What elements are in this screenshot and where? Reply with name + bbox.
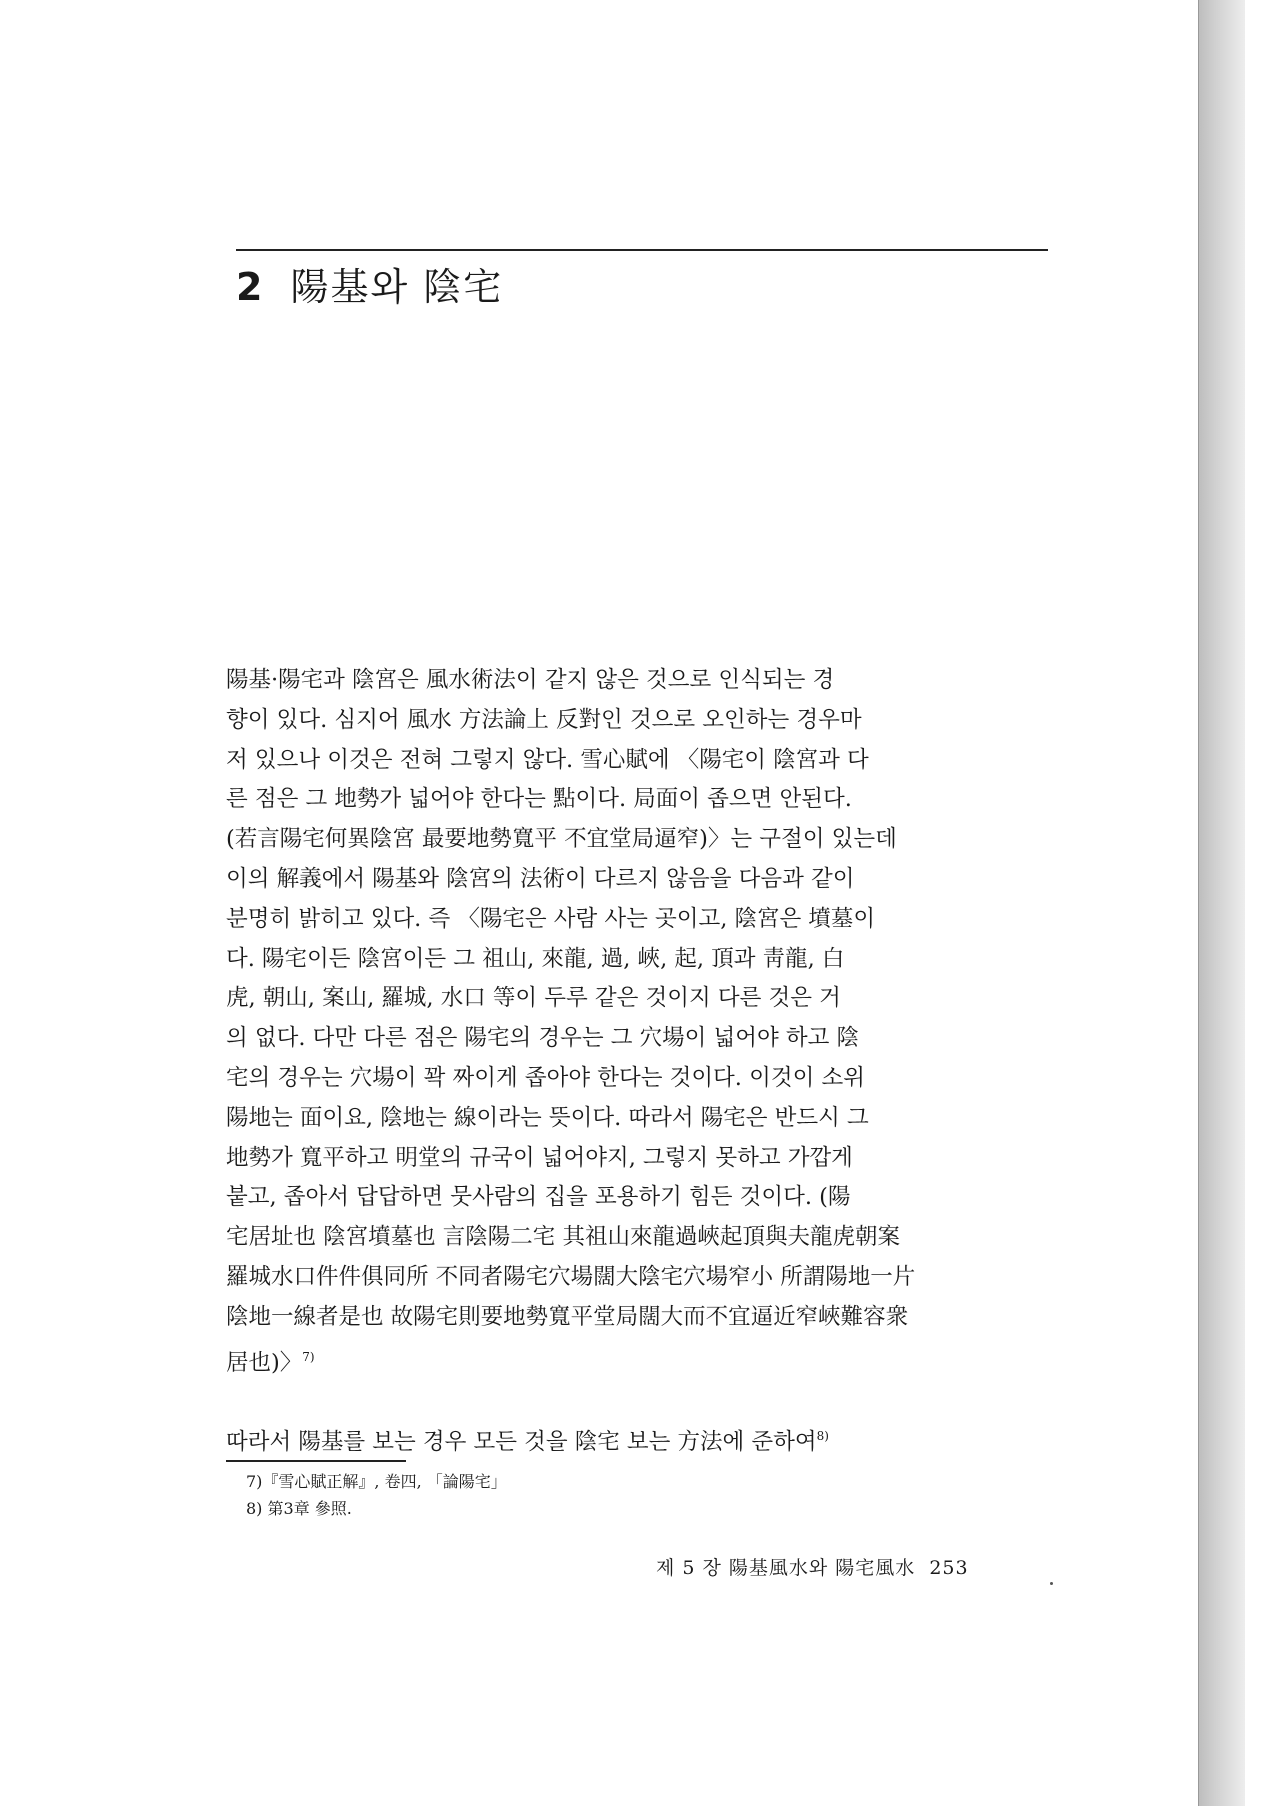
body-paragraph bbox=[226, 661, 1046, 1383]
section-heading bbox=[236, 256, 503, 311]
continued-paragraph-text: 따라서 陽基를 보는 경우 모든 것을 陰宅 보는 方法에 준하여 bbox=[226, 1429, 817, 1455]
footnote-item: 8) 第3章 參照. bbox=[246, 1499, 352, 1518]
section-title: 陽基와 陰宅 bbox=[290, 265, 504, 309]
page-edge-shadow bbox=[1195, 0, 1245, 1806]
footnote-list bbox=[246, 1468, 507, 1522]
footer-chapter-title: 제 5 장 陽基風水와 陽宅風水 bbox=[656, 1557, 916, 1579]
footnote-ref-7: 7) bbox=[302, 1349, 315, 1364]
running-footer bbox=[656, 1553, 969, 1580]
continued-paragraph bbox=[226, 1417, 1046, 1463]
footnote-item: 7)『雪心賦正解』, 卷四, 「論陽宅」 bbox=[246, 1472, 507, 1491]
body-paragraph-text: 陽基·陽宅과 陰宮은 風水術法이 같지 않은 것으로 인식되는 경 향이 있다. 심지어 風水 方法論上 反對인 것으로 오인하는 경우마 저 있으나 이것은 전혀 그렇지 않다. 雪心賦에 〈陽宅이 陰宮과 다 른 점은 그 地勢가 넓어야 한다는 點이다. 局面이 좁으면 안된다. (若言陽宅何異陰宮 最要地勢寬平 不宜堂局逼窄)〉는 구절이 있는데 이의 解義에서 陽基와 陰宮의 法術이 다르지 않음을 다음과 같이 분명히 밝히고 있다. 즉 〈陽宅은 사람 사는 곳이고, 陰宮은 墳墓이 다. 陽宅이든 陰宮이든 그 祖山, 來龍, 過, 峽, 起, 頂과 靑龍, 白 虎, 朝山, 案山, 羅城, 水口 等이 두루 같은 것이지 다른 것은 거 의 없다. 다만 다른 점은 陽宅의 경우는 그 穴場이 넓어야 하고 陰 宅의 경우는 穴場이 꽉 짜이게 좁아야 한다는 것이다. 이것이 소위 陽地는 面이요, 陰地는 線이라는 뜻이다. 따라서 陽宅은 반드시 그 地勢가 寬平하고 明堂의 규국이 넓어야지, 그렇지 못하고 가깝게 붙고, 좁아서 답답하면 뭇사람의 집을 포용하기 힘든 것이다. (陽 宅居址也 陰宮墳墓也 言陰陽二宅 其祖山來龍過峽起頂與夫龍虎朝案 羅城水口件件俱同所 不同者陽宅穴場闊大陰宅穴場窄小 所謂陽地一片 陰地一線者是也 故陽宅則要地勢寬平堂局闊大而不宜逼近窄峽難容衆 居也)〉 bbox=[226, 667, 916, 1376]
print-speck bbox=[1050, 1582, 1053, 1585]
footnote-ref-8: 8) bbox=[816, 1429, 829, 1443]
page-number: 253 bbox=[929, 1557, 969, 1579]
footnote-rule bbox=[226, 1460, 406, 1462]
section-rule bbox=[236, 249, 1048, 251]
section-number: 2 bbox=[236, 265, 265, 309]
